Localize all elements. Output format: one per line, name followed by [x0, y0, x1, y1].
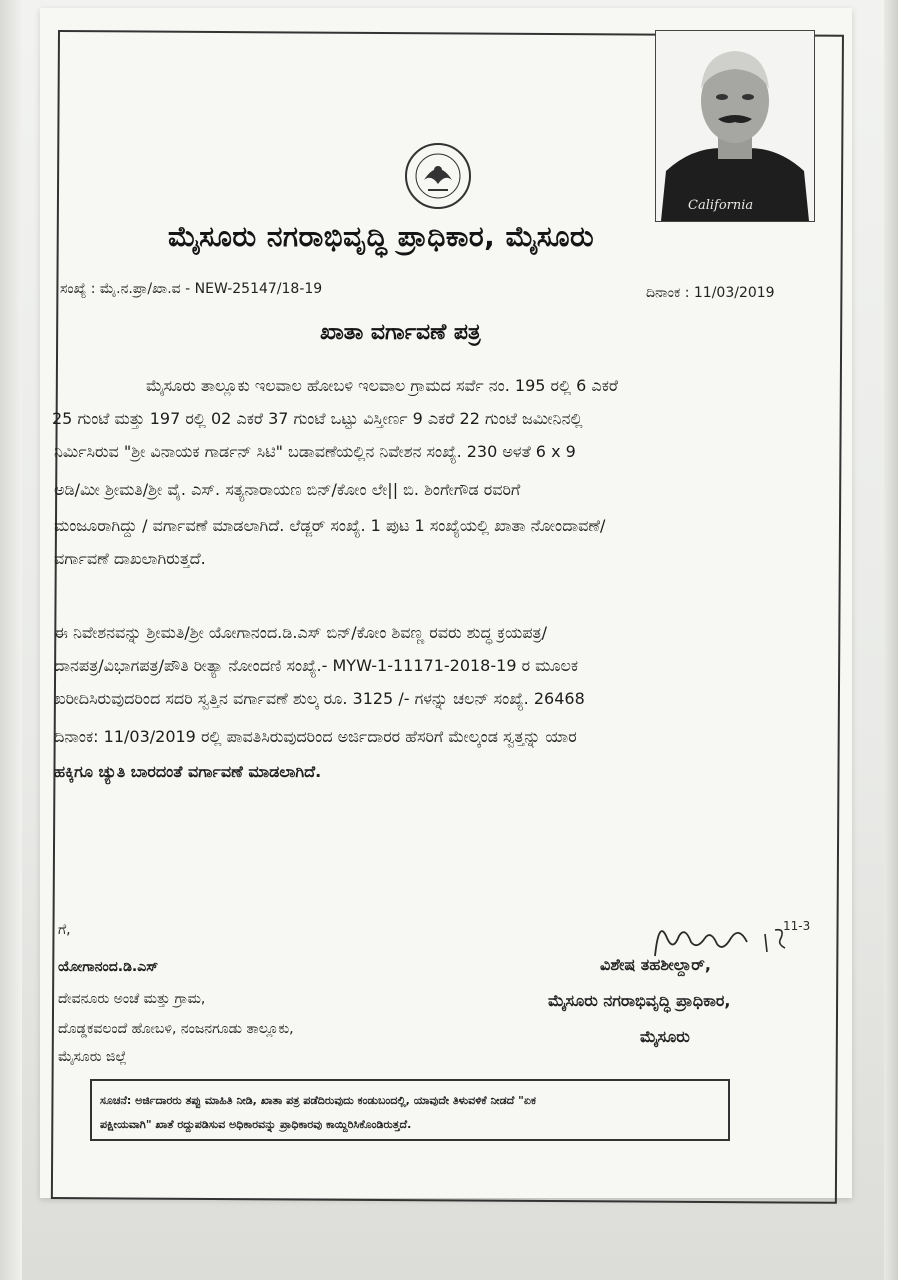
paragraph1-line: ನಿರ್ಮಿಸಿರುವ "ಶ್ರೀ ವಿನಾಯಕ ಗಾರ್ಡನ್ ಸಿಟಿ" ಬಡಾವಣೆಯಲ್ಲಿನ ನಿವೇಶನ ಸಂಖ್ಯೆ. 230 ಅಳತೆ 6 x 9 [54, 442, 576, 461]
photo-shirt-text: California [688, 198, 754, 213]
notice-line: ಪಕ್ಷೀಯವಾಗಿ" ಖಾತೆ ರದ್ದುಪಡಿಸುವ ಅಧಿಕಾರವನ್ನು ಪ್ರಾಧಿಕಾರವು ಕಾಯ್ದಿರಿಸಿಕೊಂಡಿರುತ್ತದೆ. [100, 1118, 412, 1131]
signatory-office: ಮೈಸೂರು ನಗರಾಭಿವೃದ್ಧಿ ಪ್ರಾಧಿಕಾರ, [548, 991, 731, 1010]
signatory-designation: ವಿಶೇಷ ತಹಶೀಲ್ದಾರ್, [600, 955, 711, 974]
binder-edge-right [884, 0, 898, 1280]
paragraph2-line: ಖರೀದಿಸಿರುವುದರಿಂದ ಸದರಿ ಸ್ವತ್ತಿನ ವರ್ಗಾವಣೆ ಶುಲ್ಕ ರೂ. 3125 /- ಗಳನ್ನು ಚಲನ್ ಸಂಖ್ಯೆ. 26468 [54, 689, 585, 708]
paragraph2-line: ದಾನಪತ್ರ/ವಿಭಾಗಪತ್ರ/ಪೌತಿ ರೀತ್ಯಾ ನೋಂದಣಿ ಸಂಖ್ಯೆ.- MYW-1-11171-2018-19 ರ ಮೂಲಕ [54, 656, 579, 675]
paragraph2-line: ಹಕ್ಕಿಗೂ ಚ್ಯುತಿ ಬಾರದಂತೆ ವರ್ಗಾವಣೆ ಮಾಡಲಾಗಿದೆ. [54, 762, 322, 781]
page-title: ಮೈಸೂರು ನಗರಾಭಿವೃದ್ಧಿ ಪ್ರಾಧಿಕಾರ, ಮೈಸೂರು [168, 220, 595, 253]
recipient-name: ಯೋಗಾನಂದ.ಡಿ.ಎಸ್ [58, 959, 159, 975]
paragraph1-line: 25 ಗುಂಟೆ ಮತ್ತು 197 ರಲ್ಲಿ 02 ಎಕರೆ 37 ಗುಂಟೆ ಒಟ್ಟು ವಿಸ್ತೀರ್ಣ 9 ಎಕರೆ 22 ಗುಂಟೆ ಜಮೀನಿನಲ್ಲಿ [52, 409, 583, 428]
signatory-place: ಮೈಸೂರು [640, 1027, 690, 1046]
document-subtitle: ಖಾತಾ ವರ್ಗಾವಣೆ ಪತ್ರ [320, 320, 481, 345]
handwritten-date: 11-3 [783, 919, 811, 933]
authority-seal-icon [398, 140, 478, 212]
paragraph2-line: ದಿನಾಂಕ: 11/03/2019 ರಲ್ಲಿ ಪಾವತಿಸಿರುವುದರಿಂದ ಅರ್ಜಿದಾರರ ಹೆಸರಿಗೆ ಮೇಲ್ಕಂಡ ಸ್ವತ್ತನ್ನು ಯಾರ [54, 727, 577, 746]
notice-line: ಸೂಚನೆ: ಅರ್ಜಿದಾರರು ತಪ್ಪು ಮಾಹಿತಿ ನೀಡಿ, ಖಾತಾ ಪತ್ರ ಪಡೆದಿರುವುದು ಕಂಡುಬಂದಲ್ಲಿ, ಯಾವುದೇ ತಿಳುವಳಿಕೆ ನೀಡದೆ "ಏಕ [100, 1094, 536, 1107]
paragraph1-line: ಮೈಸೂರು ತಾಲ್ಲೂಕು ಇಲವಾಲ ಹೋಬಳಿ ಇಲವಾಲ ಗ್ರಾಮದ ಸರ್ವೆ ನಂ. 195 ರಲ್ಲಿ 6 ಎಕರೆ [146, 376, 619, 395]
paragraph1-line: ಮಂಜೂರಾಗಿದ್ದು / ವರ್ಗಾವಣೆ ಮಾಡಲಾಗಿದೆ. ಲೆಡ್ಜರ್ ಸಂಖ್ಯೆ. 1 ಪುಟ 1 ಸಂಖ್ಯೆಯಲ್ಲಿ ಖಾತಾ ನೋಂದಾವಣೆ/ [54, 516, 606, 535]
address-line: ದೇವನೂರು ಅಂಚೆ ಮತ್ತು ಗ್ರಾಮ, [58, 991, 206, 1007]
paragraph1-line: ಅಡಿ/ಮೀ ಶ್ರೀಮತಿ/ಶ್ರೀ ವೈ. ಎಸ್. ಸತ್ಯನಾರಾಯಣ ಬಿನ್/ಕೋಂ ಲೇ|| ಬಿ. ಶಿಂಗೇಗೌಡ ರವರಿಗೆ [54, 480, 521, 499]
paragraph1-line: ವರ್ಗಾವಣೆ ದಾಖಲಾಗಿರುತ್ತದೆ. [54, 549, 206, 568]
paragraph2-line: ಈ ನಿವೇಶನವನ್ನು ಶ್ರೀಮತಿ/ಶ್ರೀ ಯೋಗಾನಂದ.ಡಿ.ಎಸ್ ಬಿನ್/ಕೋಂ ಶಿವಣ್ಣ ರವರು ಶುದ್ಧ ಕ್ರಯಪತ್ರ/ [54, 623, 548, 642]
issue-date: ದಿನಾಂಕ : 11/03/2019 [646, 285, 775, 301]
binder-edge-left [0, 0, 22, 1280]
address-line: ಮೈಸೂರು ಜಿಲ್ಲೆ [58, 1049, 127, 1065]
address-to: ಗೆ, [58, 922, 71, 938]
address-line: ದೊಡ್ಡಕವಲಂದೆ ಹೋಬಳಿ, ನಂಜನಗೂಡು ತಾಲ್ಲೂಕು, [58, 1021, 294, 1037]
applicant-photo [655, 30, 815, 222]
reference-number: ಸಂಖ್ಯೆ : ಮೈ.ನ.ಪ್ರಾ/ಖಾ.ವ - NEW-25147/18-19 [60, 281, 323, 297]
